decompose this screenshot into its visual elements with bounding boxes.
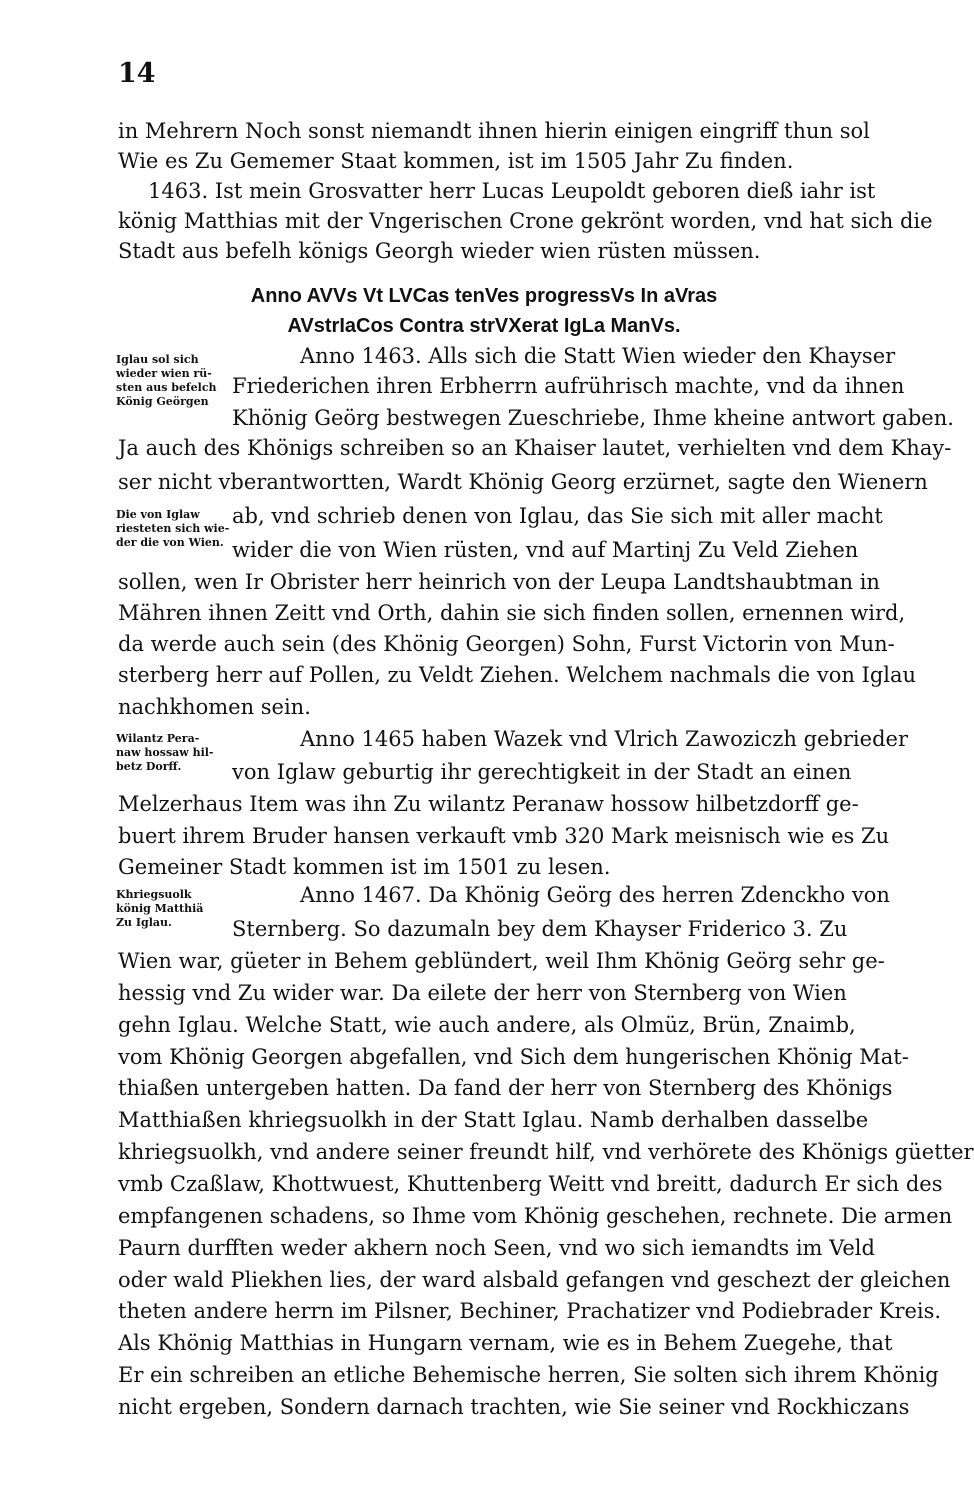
text-line: vmb Czaßlaw, Khottwuest, Khuttenberg Weitt vnd breitt, dadurch Er sich des [118,1172,943,1196]
text-line: Matthiaßen khriegsuolkh in der Statt Iglau. Namb derhalben dasselbe [118,1108,869,1132]
margin-note: Die von Iglaw riesteten sich wie- der die von Wien. [116,508,230,549]
text-line: ser nicht vberantwortten, Wardt Khönig Georg erzürnet, sagte den Wienern [118,470,928,494]
text-line: Sternberg. So dazumaln bey dem Khayser Friderico 3. Zu [232,917,848,941]
text-line: Melzerhaus Item was ihn Zu wilantz Peranaw hossow hilbetzdorff ge- [118,792,859,816]
text-line: gehn Iglau. Welche Statt, wie auch andere, als Olmüz, Brün, Znaimb, [118,1013,856,1037]
text-line: khriegsuolkh, vnd andere seiner freundt hilf, vnd verhörete des Khönigs güetter [118,1140,974,1164]
text-line: 1463. Ist mein Grosvatter herr Lucas Leupoldt geboren dieß iahr ist [148,179,876,203]
chronogram-line: AVstrIaCos Contra strVXerat IgLa ManVs. [287,315,681,337]
chronogram-line: Anno AVVs Vt LVCas tenVes progressVs In aVras [250,285,718,307]
text-line: Friederichen ihren Erbherrn aufrührisch machte, vnd da ihnen [232,374,905,398]
text-line: sollen, wen Ir Obrister herr heinrich von der Leupa Landtshaubtman in [118,570,880,594]
text-line: nicht ergeben, Sondern darnach trachten, wie Sie seiner vnd Rockhiczans [118,1395,910,1419]
text-line: Wien war, güeter in Behem geblündert, weil Ihm Khönig Geörg sehr ge- [118,949,885,973]
text-line: vom Khönig Georgen abgefallen, vnd Sich dem hungerischen Khönig Mat- [118,1045,909,1069]
text-line: theten andere herrn im Pilsner, Bechiner, Prachatizer vnd Podiebrader Kreis. [118,1299,942,1323]
text-line: Anno 1463. Alls sich die Statt Wien wieder den Khayser [300,344,896,368]
text-line: Wie es Zu Gememer Staat kommen, ist im 1505 Jahr Zu finden. [118,149,794,173]
text-line: wider die von Wien rüsten, vnd auf Martinj Zu Veld Ziehen [232,538,859,562]
text-line: in Mehrern Noch sonst niemandt ihnen hierin einigen eingriff thun sol [118,119,870,143]
text-line: Stadt aus befelh königs Georgh wieder wien rüsten müssen. [118,239,761,263]
text-line: Paurn durfften weder akhern noch Seen, vnd wo sich iemandts im Veld [118,1236,875,1260]
text-line: Als Khönig Matthias in Hungarn vernam, wie es in Behem Zuegehe, that [118,1331,893,1355]
text-line: könig Matthias mit der Vngerischen Crone gekrönt worden, vnd hat sich die [118,209,933,233]
text-line: Ja auch des Khönigs schreiben so an Khaiser lautet, verhielten vnd dem Khay- [118,436,952,460]
margin-note: Khriegsuolk könig Matthiä Zu Iglau. [116,888,204,929]
page-number: 14 [118,58,156,89]
text-line: thiaßen untergeben hatten. Da fand der herr von Sternberg des Khönigs [118,1076,893,1100]
text-line: Anno 1465 haben Wazek vnd Vlrich Zawoziczh gebrieder [300,727,908,751]
margin-note: Iglau sol sich wieder wien rü- sten aus befelch König Geörgen [116,353,217,408]
margin-note: Wilantz Pera- naw hossaw hil- betz Dorff. [116,732,214,773]
text-line: sterberg herr auf Pollen, zu Veldt Ziehen. Welchem nachmals die von Iglau [118,663,917,687]
text-line: Khönig Geörg bestwegen Zueschriebe, Ihme kheine antwort gaben. [232,406,954,430]
text-line: da werde auch sein (des Khönig Georgen) Sohn, Furst Victorin von Mun- [118,632,895,656]
text-line: buert ihrem Bruder hansen verkauft vmb 320 Mark meisnisch wie es Zu [118,824,890,848]
text-line: oder wald Pliekhen lies, der ward alsbald gefangen vnd geschezt der gleichen [118,1268,951,1292]
text-line: Anno 1467. Da Khönig Geörg des herren Zdenckho von [300,883,890,907]
text-line: empfangenen schadens, so Ihme vom Khönig geschehen, rechnete. Die armen [118,1204,953,1228]
text-line: nachkhomen sein. [118,695,311,719]
text-line: Er ein schreiben an etliche Behemische herren, Sie solten sich ihrem Khönig [118,1363,939,1387]
text-line: von Iglaw geburtig ihr gerechtigkeit in der Stadt an einen [232,760,852,784]
text-line: Mähren ihnen Zeitt vnd Orth, dahin sie sich finden sollen, ernennen wird, [118,601,906,625]
text-line: Gemeiner Stadt kommen ist im 1501 zu lesen. [118,855,611,879]
text-line: ab, vnd schrieb denen von Iglau, das Sie sich mit aller macht [232,504,883,528]
text-line: hessig vnd Zu wider war. Da eilete der herr von Sternberg von Wien [118,981,847,1005]
